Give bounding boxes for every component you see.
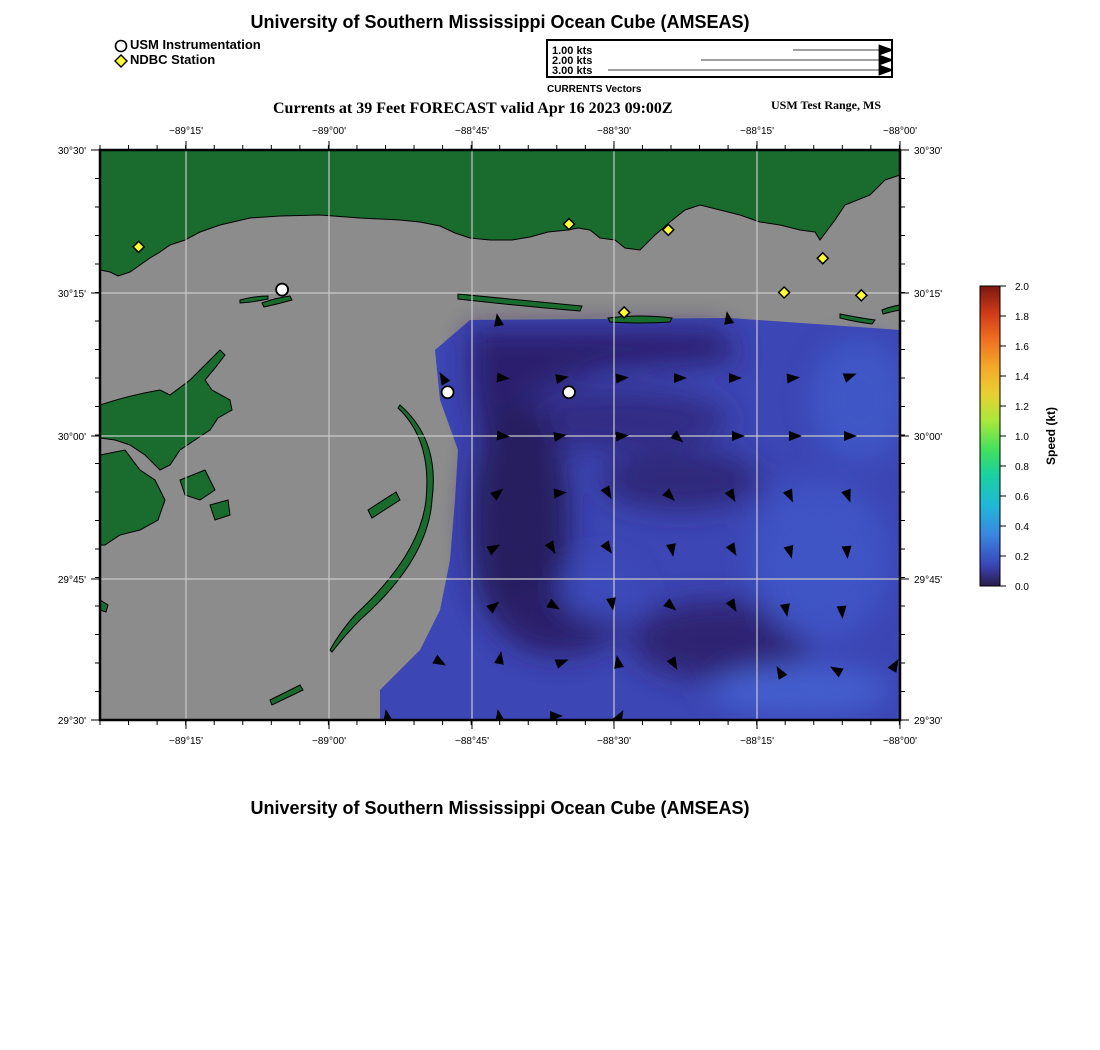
lat-tick-right-2: 30°15' [914, 289, 943, 300]
cb-label-11: 0.0 [1015, 582, 1029, 593]
speed-field [380, 318, 910, 720]
map-subtitle: Currents at 39 Feet FORECAST valid Apr 16 2023 09:00Z [273, 100, 673, 117]
colorbar [980, 286, 1000, 586]
lat-tick-left-2: 30°15' [57, 289, 86, 300]
lat-tick-left-1: 30°30' [57, 146, 86, 157]
lon-tick-bottom-4: −88°30' [597, 736, 631, 747]
map-location: USM Test Range, MS [771, 98, 882, 112]
legend-ndbc-label: NDBC Station [130, 52, 216, 67]
lat-tick-left-4: 29°45' [57, 575, 86, 586]
lat-tick-right-3: 30°00' [914, 432, 943, 443]
usm-station-3 [563, 386, 575, 398]
footer-title: University of Southern Mississippi Ocean Cube (AMSEAS) [250, 798, 750, 818]
legend-usm-label: USM Instrumentation [130, 37, 261, 52]
lat-tick-left-3: 30°00' [57, 432, 86, 443]
lon-tick-top-1: −89°15' [169, 126, 203, 137]
lon-tick-top-3: −88°45' [455, 126, 489, 137]
cb-label-4: 1.4 [1015, 372, 1029, 383]
cb-label-2: 1.8 [1015, 312, 1029, 323]
lat-tick-left-5: 29°30' [57, 716, 86, 727]
cb-label-5: 1.2 [1015, 402, 1029, 413]
vector-scale-label-3: 3.00 kts [552, 65, 593, 77]
page-title: University of Southern Mississippi Ocean Cube (AMSEAS) [250, 12, 750, 32]
cb-label-3: 1.6 [1015, 342, 1029, 353]
cb-label-6: 1.0 [1015, 432, 1029, 443]
colorbar-title: Speed (kt) [1044, 406, 1058, 466]
usm-station-1 [276, 284, 288, 296]
lon-tick-bottom-3: −88°45' [455, 736, 489, 747]
vector-scale-caption: CURRENTS Vectors [547, 84, 642, 95]
vector-scale-label-1: 1.00 kts [552, 45, 593, 57]
cb-label-1: 2.0 [1015, 282, 1029, 293]
lat-tick-right-4: 29°45' [914, 575, 943, 586]
lat-tick-right-5: 29°30' [914, 716, 943, 727]
colorbar-ticks [1000, 286, 1006, 586]
lon-tick-bottom-2: −89°00' [312, 736, 346, 747]
vector-scale-label-2: 2.00 kts [552, 55, 593, 67]
lon-tick-bottom-5: −88°15' [740, 736, 774, 747]
cb-label-8: 0.6 [1015, 492, 1029, 503]
lon-tick-top-5: −88°15' [740, 126, 774, 137]
lon-tick-top-6: −88°00' [883, 126, 917, 137]
lat-tick-right-1: 30°30' [914, 146, 943, 157]
colorbar-labels [1015, 282, 1029, 593]
cb-label-7: 0.8 [1015, 462, 1029, 473]
lon-tick-bottom-6: −88°00' [883, 736, 917, 747]
lon-tick-bottom-1: −89°15' [169, 736, 203, 747]
map-area [100, 150, 910, 724]
cb-label-9: 0.4 [1015, 522, 1029, 533]
usm-station-2 [442, 386, 454, 398]
lon-tick-top-2: −89°00' [312, 126, 346, 137]
cb-label-10: 0.2 [1015, 552, 1029, 563]
lon-tick-top-4: −88°30' [597, 126, 631, 137]
